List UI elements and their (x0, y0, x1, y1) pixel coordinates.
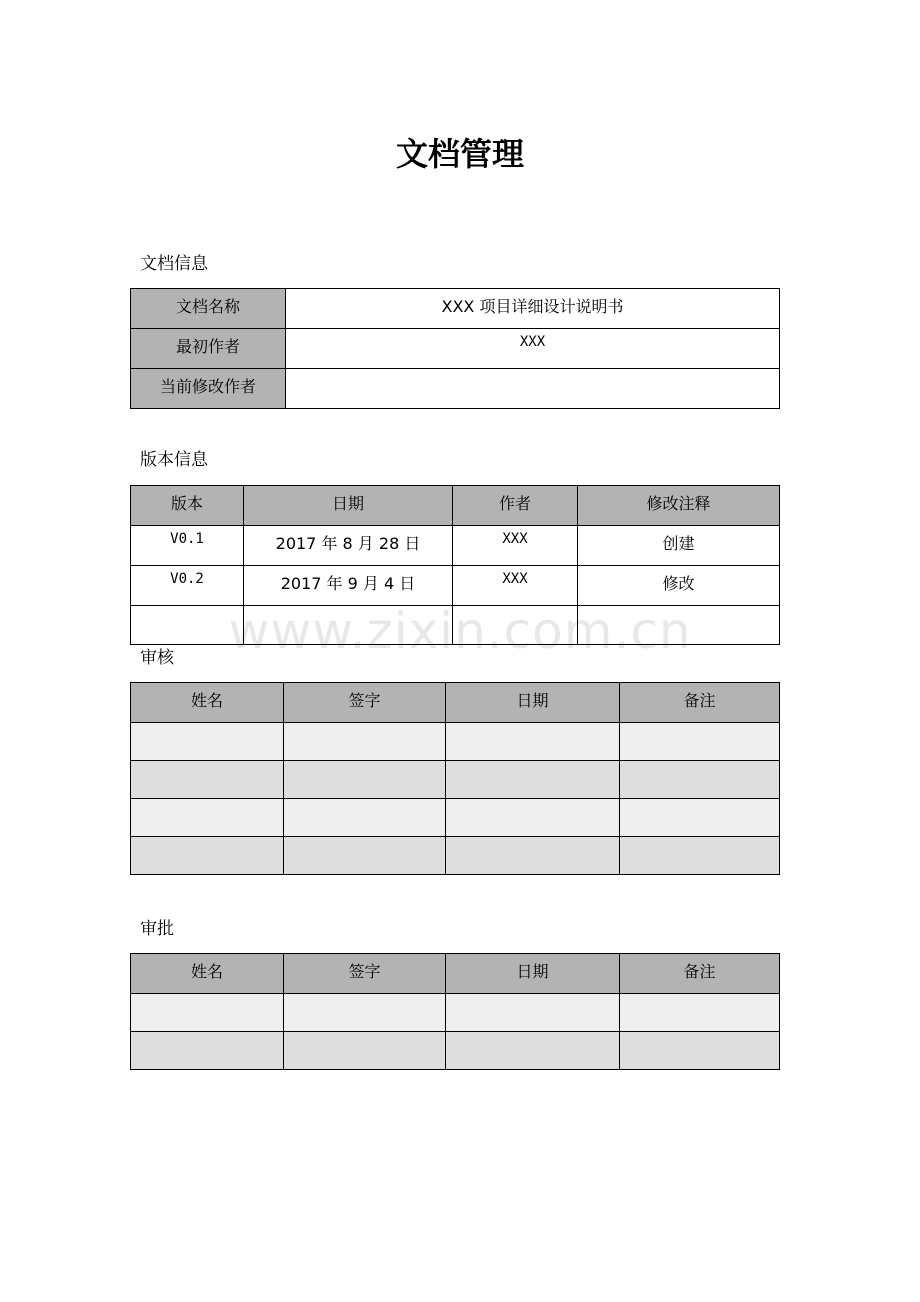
note-cell: 修改 (578, 566, 780, 606)
signature-cell (284, 1032, 446, 1070)
table-header-row (131, 683, 780, 723)
approval-label: 审批 (140, 919, 174, 939)
name-cell (131, 1032, 284, 1070)
name-cell (131, 799, 284, 837)
remark-cell (620, 761, 780, 799)
watermark: www.zixin.com.cn (228, 602, 692, 660)
table-row (131, 994, 780, 1032)
table-row (131, 369, 780, 409)
date-cell (446, 1032, 620, 1070)
original-author-value: XXX (286, 329, 780, 369)
remark-cell (620, 994, 780, 1032)
column-header: 日期 (446, 954, 620, 994)
table-row (131, 799, 780, 837)
table-row (131, 566, 780, 606)
table-header-row (131, 486, 780, 526)
column-header: 签字 (284, 683, 446, 723)
column-header: 修改注释 (578, 486, 780, 526)
table-row (131, 526, 780, 566)
signature-cell (284, 994, 446, 1032)
table-row (131, 837, 780, 875)
table-row (131, 289, 780, 329)
author-cell: XXX (453, 566, 578, 606)
column-header: 备注 (620, 954, 780, 994)
date-cell (446, 723, 620, 761)
column-header: 日期 (446, 683, 620, 723)
remark-cell (620, 1032, 780, 1070)
column-header: 版本 (131, 486, 244, 526)
review-label: 审核 (140, 648, 174, 668)
table-header-row (131, 954, 780, 994)
current-author-value (286, 369, 780, 409)
remark-cell (620, 837, 780, 875)
table-row (131, 761, 780, 799)
table-row (131, 723, 780, 761)
date-cell (446, 761, 620, 799)
doc-name-value: XXX 项目详细设计说明书 (286, 289, 780, 329)
signature-cell (284, 761, 446, 799)
date-cell (446, 994, 620, 1032)
approval-table (130, 953, 780, 1070)
signature-cell (284, 723, 446, 761)
remark-cell (620, 799, 780, 837)
remark-cell (620, 723, 780, 761)
doc-info-label: 文档信息 (140, 254, 208, 274)
author-cell: XXX (453, 526, 578, 566)
date-cell (446, 837, 620, 875)
column-header: 备注 (620, 683, 780, 723)
table-row (131, 329, 780, 369)
note-cell (578, 606, 780, 645)
version-info-label: 版本信息 (140, 450, 208, 470)
signature-cell (284, 837, 446, 875)
version-cell (131, 606, 244, 645)
date-cell: 2017 年 9 月 4 日 (244, 566, 453, 606)
name-cell (131, 723, 284, 761)
name-cell (131, 761, 284, 799)
column-header: 作者 (453, 486, 578, 526)
date-cell: 2017 年 8 月 28 日 (244, 526, 453, 566)
review-table (130, 682, 780, 875)
column-header: 签字 (284, 954, 446, 994)
page-title: 文档管理 (395, 135, 524, 173)
column-header: 姓名 (131, 954, 284, 994)
version-info-table (130, 485, 780, 645)
doc-name-key: 文档名称 (131, 289, 286, 329)
column-header: 姓名 (131, 683, 284, 723)
signature-cell (284, 799, 446, 837)
note-cell: 创建 (578, 526, 780, 566)
date-cell (446, 799, 620, 837)
author-cell (453, 606, 578, 645)
version-cell: V0.1 (131, 526, 244, 566)
name-cell (131, 994, 284, 1032)
version-cell: V0.2 (131, 566, 244, 606)
current-author-key: 当前修改作者 (131, 369, 286, 409)
original-author-key: 最初作者 (131, 329, 286, 369)
date-cell (244, 606, 453, 645)
name-cell (131, 837, 284, 875)
column-header: 日期 (244, 486, 453, 526)
table-row (131, 606, 780, 645)
table-row (131, 1032, 780, 1070)
doc-info-table (130, 288, 780, 409)
